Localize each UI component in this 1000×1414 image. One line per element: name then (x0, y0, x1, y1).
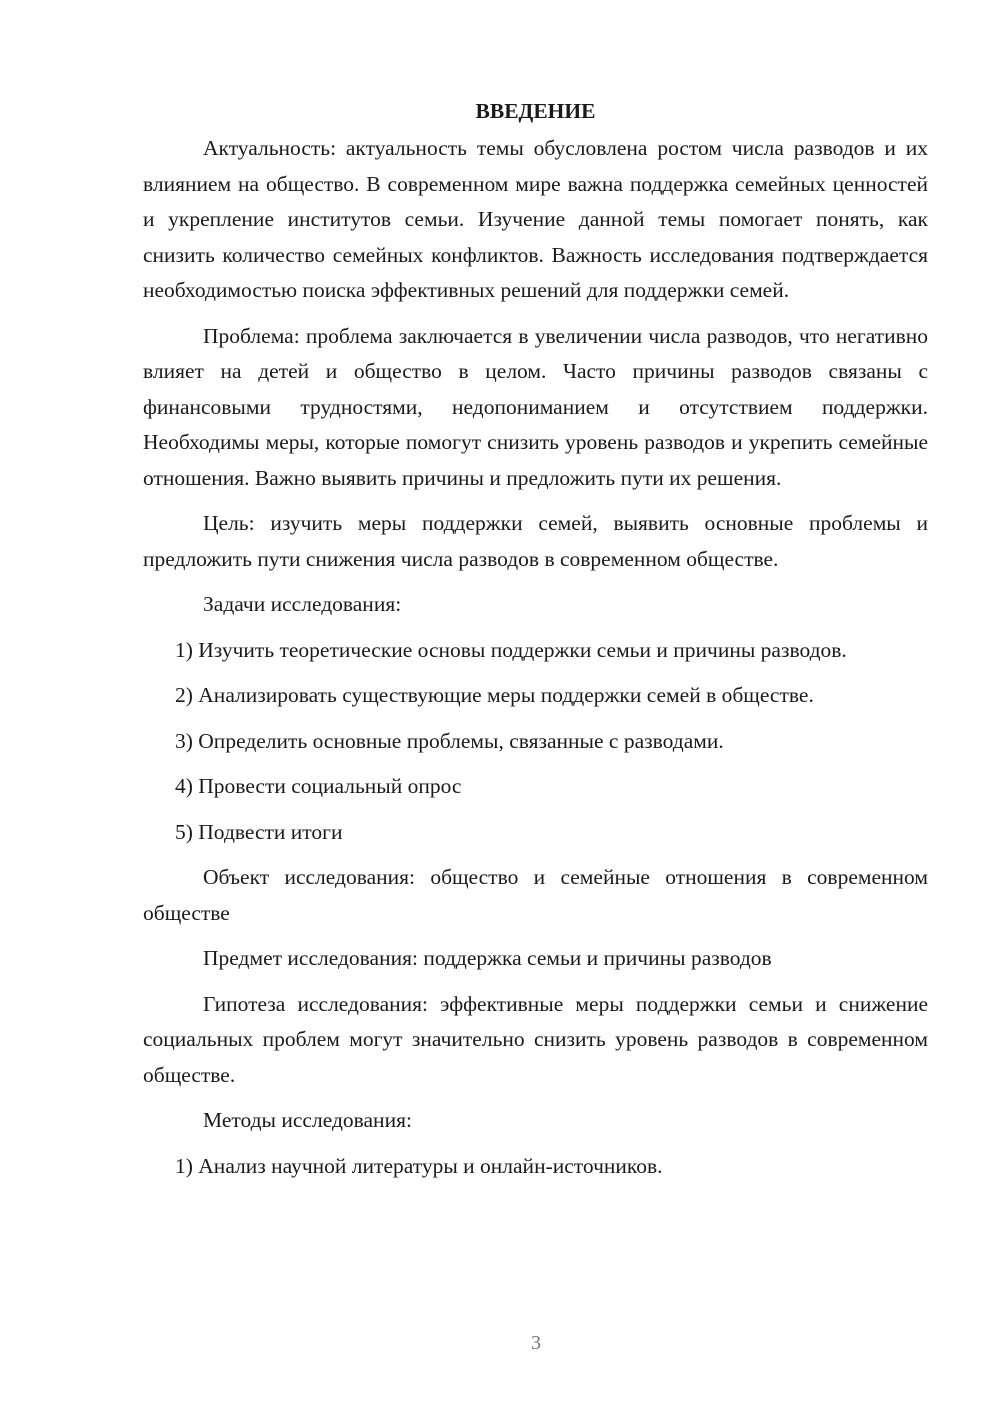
section-title: ВВЕДЕНИЕ (475, 99, 596, 123)
task-item-5: 5) Подвести итоги (175, 819, 343, 844)
method-item-1: 1) Анализ научной литературы и онлайн-источников. (175, 1153, 663, 1178)
task-item-3: 3) Определить основные проблемы, связанные с разводами. (175, 728, 724, 753)
page-number: 3 (531, 1332, 541, 1354)
task-item-4: 4) Провести социальный опрос (175, 774, 462, 798)
goal-paragraph: Цель: изучить меры поддержки семей, выявить основные проблемы и предложить пути снижения числа разводов в современном обществе. (143, 511, 928, 571)
problem-paragraph: Проблема: проблема заключается в увеличении числа разводов, что негативно влияет на детей и общество в целом. Часто причины разводов связаны с финансовыми трудностями, недопониманием и отсутствием поддержки. Необходимы меры, которые помогут снизить уровень разводов и укрепить семейные отношения. Важно выявить причины и предложить пути их решения. (143, 323, 928, 490)
object-paragraph: Объект исследования: общество и семейные отношения в современном обществе (143, 865, 928, 925)
relevance-paragraph: Актуальность: актуальность темы обусловлена ростом числа разводов и их влиянием на общество. В современном мире важна поддержка семейных ценностей и укрепление институтов семьи. Изучение данной темы помогает понять, как снизить количество семейных конфликтов. Важность исследования подтверждается необходимостью поиска эффективных решений для поддержки семей. (143, 136, 928, 302)
subject-paragraph: Предмет исследования: поддержка семьи и причины разводов (203, 946, 772, 970)
methods-heading: Методы исследования: (203, 1108, 412, 1132)
hypothesis-paragraph: Гипотеза исследования: эффективные меры поддержки семьи и снижение социальных проблем могут значительно снизить уровень разводов в современном обществе. (143, 991, 928, 1087)
tasks-heading: Задачи исследования: (203, 592, 402, 616)
task-item-1: 1) Изучить теоретические основы поддержки семьи и причины разводов. (175, 637, 847, 662)
document-page (143, 95, 928, 1194)
task-item-2: 2) Анализировать существующие меры поддержки семей в обществе. (175, 683, 814, 707)
